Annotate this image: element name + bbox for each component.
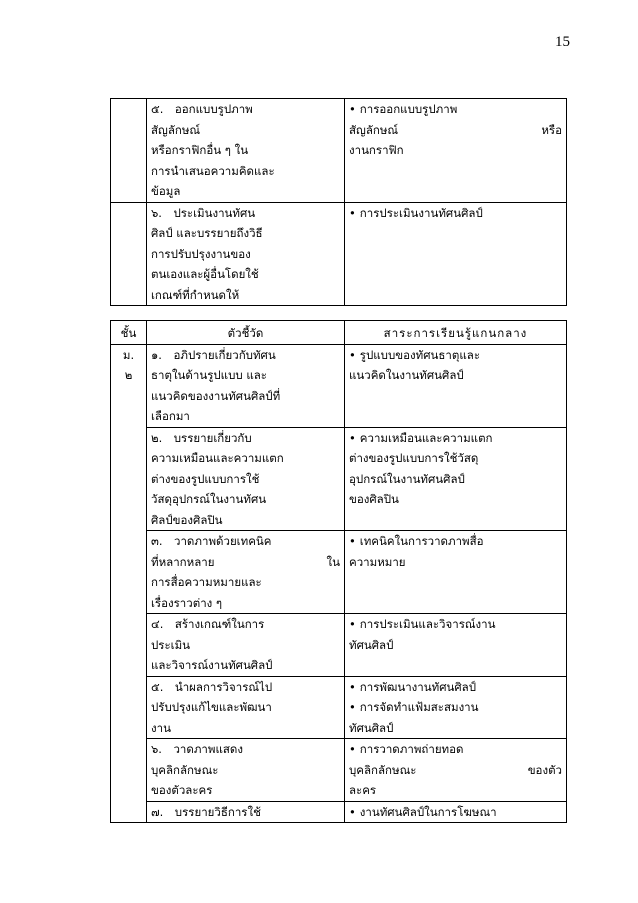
bullet-icon: • [349, 534, 356, 548]
bullet-icon: • [349, 102, 356, 116]
content-text: ละคร [349, 783, 377, 797]
content-line [349, 614, 562, 635]
content-cell [345, 676, 567, 739]
table-row [111, 202, 567, 306]
content-line [349, 677, 562, 698]
table-row [111, 676, 567, 739]
text-fragment: ใน [326, 554, 340, 569]
content-text: อุปกรณ์ในงานทัศนศิลป์ [349, 471, 465, 486]
spacer-row [111, 306, 567, 321]
table-row [111, 531, 567, 614]
indicator-cell [147, 344, 345, 427]
indicator-line: ของตัวละคร [151, 783, 213, 797]
bullet-icon: • [349, 742, 356, 756]
header-indicator: ตัวชี้วัด [147, 321, 345, 345]
indicator-line: ปรับปรุงแก้ไขและพัฒนา [151, 700, 272, 714]
indicator-cell [147, 202, 345, 306]
table-row [111, 801, 567, 823]
indicator-first-line: ๕. นำผลการวิจารณ์ไป [151, 679, 273, 694]
indicator-cell [147, 531, 345, 614]
bullet-icon: • [349, 700, 356, 714]
content-line [349, 365, 562, 386]
bullet-icon: • [349, 679, 356, 694]
indicator-line: การนำเสนอความคิดและ [151, 163, 275, 178]
indicator-line: สัญลักษณ์ [151, 122, 201, 137]
indicator-line: ประเมิน [151, 637, 191, 652]
bullet-icon: • [349, 347, 356, 362]
indicator-line: ธาตุในด้านรูปแบบ และ [151, 368, 267, 382]
justified-line [151, 552, 340, 573]
table-row [111, 99, 567, 203]
text-fragment: ที่หลากหลาย [151, 554, 215, 569]
continued-rows [111, 99, 567, 306]
justified-line [349, 120, 562, 141]
indicator-first-line: ๔. สร้างเกณฑ์ในการ [151, 617, 265, 631]
indicator-line: วัสดุอุปกรณ์ในงานทัศน [151, 492, 267, 506]
bullet-icon: • [349, 804, 356, 819]
text-fragment: หรือ [541, 122, 562, 137]
indicator-line: แนวคิดของงานทัศนศิลป์ที่ [151, 388, 281, 403]
content-text: ต่างของรูปแบบการใช้วัสดุ [349, 451, 479, 465]
content-text: เทคนิคในการวาดภาพสื่อ [359, 534, 484, 548]
table-row [111, 344, 567, 427]
content-line [349, 469, 562, 490]
indicator-line: การสื่อความหมายและ [151, 575, 262, 589]
indicator-line: ศิลป์ และบรรยายถึงวิธี [151, 226, 263, 240]
content-line [349, 345, 562, 366]
indicator-line: ต่างของรูปแบบการใช้ [151, 471, 260, 486]
indicator-line: ตนเองและผู้อื่นโดยใช้ [151, 267, 259, 281]
indicator-line: หรือกราฟิกอื่น ๆ ใน [151, 143, 249, 157]
table-row [111, 427, 567, 531]
header-row [111, 321, 567, 345]
content-text: ทัศนศิลป์ [349, 637, 394, 652]
table-row [111, 614, 567, 677]
indicator-line: ข้อมูล [151, 184, 181, 198]
indicator-line: และวิจารณ์งานทัศนศิลป์ [151, 658, 273, 672]
indicator-line: ศิลป์ของศิลปิน [151, 512, 223, 527]
indicator-cell [147, 676, 345, 739]
content-cell [345, 99, 567, 203]
indicator-first-line: ๒. บรรยายเกี่ยวกับ [151, 430, 252, 445]
indicator-line: เกณฑ์ที่กำหนดให้ [151, 287, 240, 302]
indicator-cell [147, 739, 345, 802]
indicator-cell [147, 801, 345, 823]
indicator-cell [147, 99, 345, 203]
content-cell [345, 739, 567, 802]
content-cell [345, 202, 567, 306]
text-fragment: สัญลักษณ์ [349, 122, 399, 137]
curriculum-table [110, 98, 567, 823]
content-line [349, 448, 562, 469]
indicator-line: งาน [151, 720, 171, 735]
content-text: แนวคิดในงานทัศนศิลป์ [349, 368, 464, 382]
content-line [349, 203, 562, 224]
indicator-first-line: ๓. วาดภาพด้วยเทคนิค [151, 534, 272, 548]
content-line [349, 552, 562, 573]
grade-cell [111, 344, 147, 823]
text-fragment: บุคลิกลักษณะ [349, 762, 417, 777]
grade-rows [111, 344, 567, 823]
indicator-cell [147, 614, 345, 677]
indicator-line: เลือกมา [151, 409, 190, 423]
content-cell [345, 531, 567, 614]
content-text: การประเมินงานทัศนศิลป์ [359, 205, 483, 220]
content-line [349, 140, 562, 161]
content-text: ทัศนศิลป์ [349, 720, 394, 735]
page-number: 15 [555, 34, 570, 50]
content-line [349, 802, 562, 823]
content-text: การพัฒนางานทัศนศิลป์ [359, 679, 477, 694]
content-line [349, 489, 562, 510]
spacer-cell [147, 306, 345, 321]
grade-cell [111, 202, 147, 306]
header-content: สาระการเรียนรู้แกนกลาง [345, 321, 567, 345]
indicator-first-line: ๖. ประเมินงานทัศน [151, 205, 256, 220]
bullet-icon: • [349, 617, 356, 631]
indicator-first-line: ๗. บรรยายวิธีการใช้ [151, 804, 261, 819]
indicator-line: เรื่องราวต่าง ๆ [151, 595, 223, 610]
indicator-first-line: ๖. วาดภาพแสดง [151, 742, 243, 756]
content-text: การออกแบบรูปภาพ [359, 102, 458, 116]
content-text: รูปแบบของทัศนธาตุและ [359, 347, 480, 362]
justified-line [349, 760, 562, 781]
content-text: ของศิลปิน [349, 492, 399, 506]
bullet-icon: • [349, 205, 356, 220]
content-text: ความเหมือนและความแตก [359, 430, 493, 445]
content-text: การประเมินและวิจารณ์งาน [359, 617, 496, 631]
header-grade: ชั้น [111, 321, 147, 345]
content-text: ความหมาย [349, 554, 406, 569]
content-cell [345, 614, 567, 677]
table-row [111, 739, 567, 802]
content-line [349, 428, 562, 449]
content-line [349, 531, 562, 552]
grade-label: ๒ [124, 368, 133, 382]
spacer-cell [345, 306, 567, 321]
content-text: งานกราฟิก [349, 143, 404, 157]
content-line [349, 99, 562, 120]
bullet-icon: • [349, 430, 356, 445]
indicator-cell [147, 427, 345, 531]
content-text: การจัดทำแฟ้มสะสมงาน [359, 700, 479, 714]
indicator-first-line: ๕. ออกแบบรูปภาพ [151, 102, 253, 116]
content-line [349, 697, 562, 718]
content-line [349, 635, 562, 656]
content-cell [345, 801, 567, 823]
content-text: การวาดภาพถ่ายทอด [359, 742, 464, 756]
content-line [349, 718, 562, 739]
indicator-line: การปรับปรุงงานของ [151, 246, 251, 261]
spacer-cell [111, 306, 147, 321]
text-fragment: ของตัว [527, 762, 562, 777]
grade-label: ม. [122, 347, 135, 362]
grade-cell [111, 99, 147, 203]
content-line [349, 739, 562, 760]
content-text: งานทัศนศิลป์ในการโฆษณา [359, 804, 497, 819]
indicator-line: บุคลิกลักษณะ [151, 762, 219, 777]
indicator-line: ความเหมือนและความแตก [151, 451, 284, 465]
content-line [349, 780, 562, 801]
indicator-first-line: ๑. อภิปรายเกี่ยวกับทัศน [151, 347, 276, 362]
content-cell [345, 344, 567, 427]
content-cell [345, 427, 567, 531]
